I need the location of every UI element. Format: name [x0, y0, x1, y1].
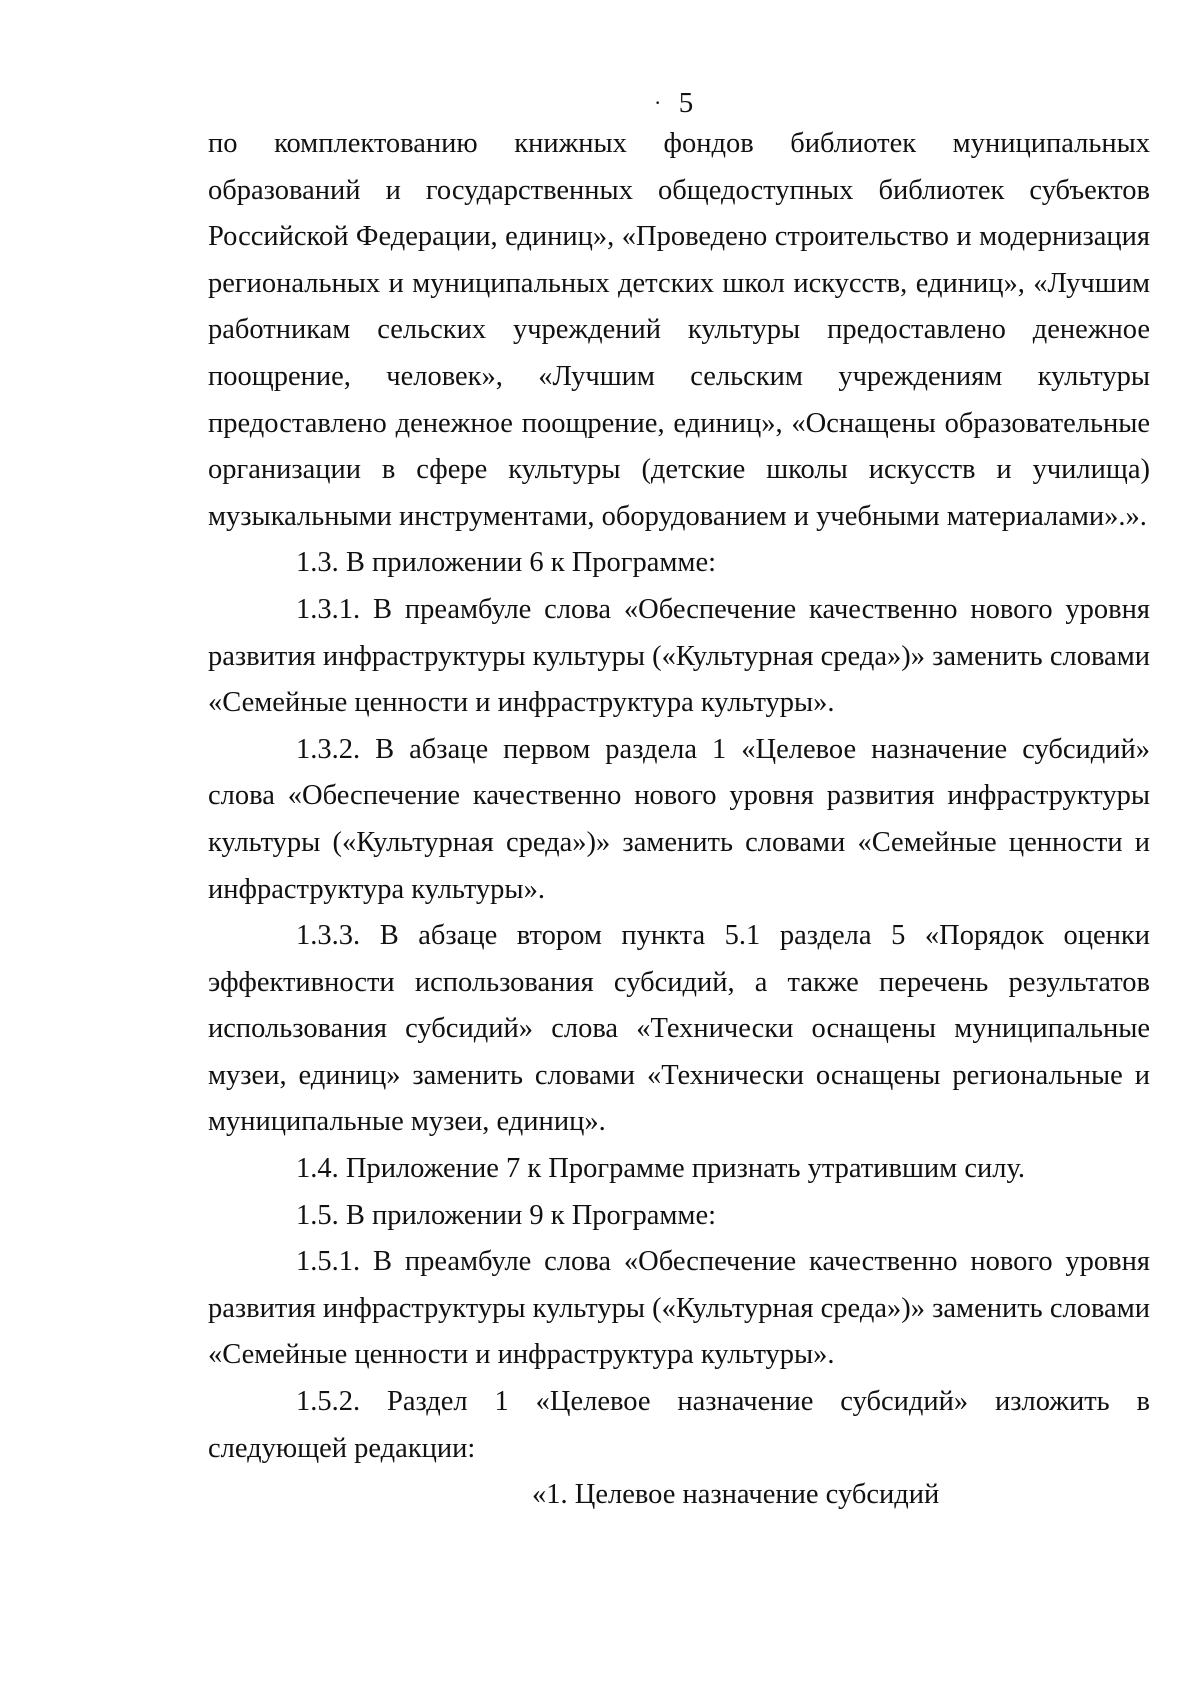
section-title: «1. Целевое назначение субсидий	[532, 1479, 940, 1511]
page-number-text: 5	[678, 87, 694, 119]
scan-dot-mark: ·	[654, 90, 662, 115]
paragraph-1-5-2: 1.5.2. Раздел 1 «Целевое назначение субсидий» изложить в следующей редакции:	[208, 1386, 1150, 1464]
paragraph-1-3-2: 1.3.2. В абзаце первом раздела 1 «Целевое назначение субсидий» слова «Обеспечение качественно нового уровня развития инфраструктуры культуры («Культурная среда»)» заменить словами «Семейные ценности и инфраструктура культуры».	[208, 733, 1150, 905]
paragraph-continuation: по комплектованию книжных фондов библиотек муниципальных образований и государственных общедоступных библиотек субъектов Российской Федерации, единиц», «Проведено строительство и модернизация региональных и муниципальных детских школ искусств, единиц», «Лучшим работникам сельских учреждений культуры предоставлено денежное поощрение, человек», «Лучшим сельским учреждениям культуры предоставлено денежное поощрение, единиц», «Оснащены образовательные организации в сфере культуры (детские школы искусств и училища) музыкальными инструментами, оборудованием и учебными материалами».».	[208, 128, 1150, 532]
page-number	[0, 86, 1200, 120]
paragraph-1-3-3: 1.3.3. В абзаце втором пункта 5.1 раздела 5 «Порядок оценки эффективности использования субсидий, а также перечень результатов использования субсидий» слова «Технически оснащены муниципальные музеи, единиц» заменить словами «Технически оснащены региональные и муниципальные музеи, единиц».	[208, 920, 1150, 1138]
document-body	[208, 121, 1150, 1519]
paragraph-1-4: 1.4. Приложение 7 к Программе признать утратившим силу.	[296, 1153, 1025, 1185]
paragraph-1-3: 1.3. В приложении 6 к Программе:	[296, 547, 717, 579]
paragraph-1-5-1: 1.5.1. В преамбуле слова «Обеспечение качественно нового уровня развития инфраструктуры культуры («Культурная среда»)» заменить словами «Семейные ценности и инфраструктура культуры».	[208, 1246, 1150, 1371]
paragraph-1-3-1: 1.3.1. В преамбуле слова «Обеспечение качественно нового уровня развития инфраструктуры культуры («Культурная среда»)» заменить словами «Семейные ценности и инфраструктура культуры».	[208, 593, 1150, 719]
paragraph-1-5: 1.5. В приложении 9 к Программе:	[296, 1199, 717, 1231]
